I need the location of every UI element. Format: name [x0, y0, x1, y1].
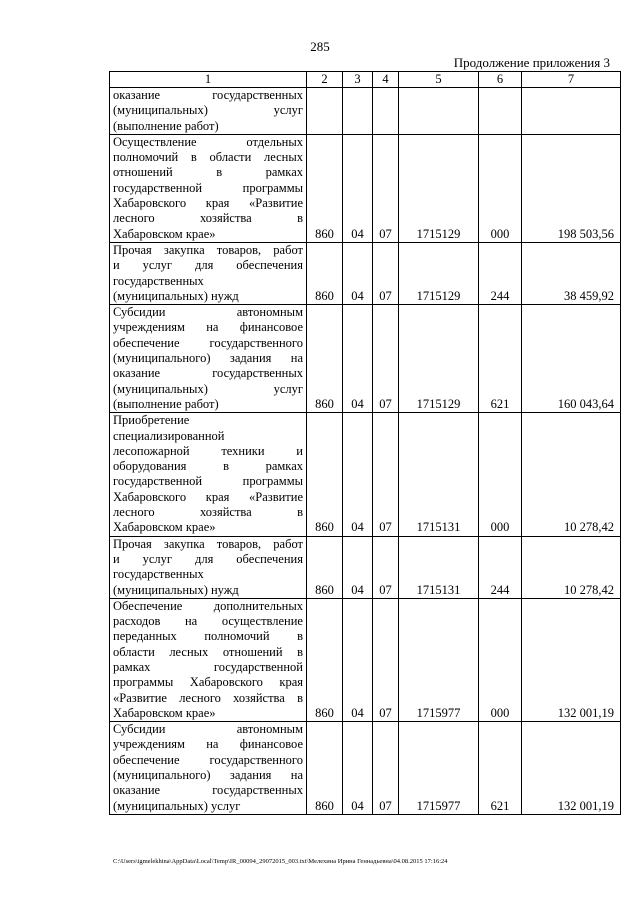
expense-type-code: 621: [479, 722, 522, 815]
expense-type-code: 000: [479, 413, 522, 536]
column-header: 7: [522, 72, 621, 88]
amount-cell: 10 278,42: [522, 413, 621, 536]
target-article-code: 1715131: [399, 413, 479, 536]
description-line: Хабаровского края «Развитие: [113, 196, 303, 211]
description-line: специализированной: [113, 428, 225, 443]
target-article-code: 1715129: [399, 305, 479, 413]
section-code: 04: [343, 305, 373, 413]
subsection-code: 07: [373, 242, 399, 304]
footer-file-path: C:\Users\igmelekhina\AppData\Local\Temp\IR_00094_29072015_003.txt\Мелехина Ирина Геннадьевна\04.08.2015 17:16:24: [113, 858, 448, 865]
description-line: (муниципальных) услуг: [113, 381, 303, 396]
description-line: лесопожарной техники и: [113, 443, 303, 458]
target-article-code: [399, 88, 479, 135]
description-line: Прочая закупка товаров, работ: [113, 536, 303, 551]
ministry-code: 860: [307, 413, 343, 536]
description-line: Хабаровском крае»: [113, 226, 216, 241]
table-row: [110, 88, 621, 135]
section-code: 04: [343, 598, 373, 721]
table-row: [110, 598, 621, 721]
ministry-code: 860: [307, 242, 343, 304]
expense-type-code: [479, 88, 522, 135]
subsection-code: 07: [373, 536, 399, 598]
amount-cell: 132 001,19: [522, 722, 621, 815]
description-line: Субсидии автономным: [113, 305, 303, 320]
ministry-code: 860: [307, 598, 343, 721]
continuation-label: Продолжение приложения 3: [453, 55, 610, 70]
section-code: 04: [343, 242, 373, 304]
amount-cell: 198 503,56: [522, 134, 621, 242]
description-line: (муниципальных) услуг: [113, 798, 241, 813]
description-line: оказание государственных: [113, 88, 303, 102]
column-header: 1: [110, 72, 307, 88]
description-line: области лесных отношений в: [113, 644, 303, 659]
description-line: Субсидии автономным: [113, 722, 303, 737]
description-line: оказание государственных: [113, 366, 303, 381]
description-line: (муниципальных) нужд: [113, 582, 239, 597]
description-line: (выполнение работ): [113, 118, 219, 133]
column-header: 4: [373, 72, 399, 88]
row-description: [110, 413, 307, 536]
description-line: (выполнение работ): [113, 396, 219, 411]
subsection-code: 07: [373, 134, 399, 242]
target-article-code: 1715977: [399, 722, 479, 815]
target-article-code: 1715131: [399, 536, 479, 598]
description-line: лесного хозяйства в: [113, 505, 303, 520]
table-row: [110, 305, 621, 413]
amount-cell: 38 459,92: [522, 242, 621, 304]
ministry-code: 860: [307, 305, 343, 413]
table-header-row: [110, 72, 621, 88]
description-line: (муниципальных) нужд: [113, 288, 239, 303]
description-line: учреждениям на финансовое: [113, 737, 303, 752]
row-description: [110, 88, 307, 135]
description-line: Прочая закупка товаров, работ: [113, 242, 303, 257]
row-description: [110, 598, 307, 721]
description-line: оказание государственных: [113, 783, 303, 798]
description-line: Хабаровском крае»: [113, 705, 216, 720]
table-row: [110, 722, 621, 815]
subsection-code: 07: [373, 722, 399, 815]
subsection-code: 07: [373, 413, 399, 536]
target-article-code: 1715129: [399, 242, 479, 304]
description-line: и услуг для обеспечения: [113, 258, 303, 273]
column-header: 3: [343, 72, 373, 88]
expense-type-code: 244: [479, 242, 522, 304]
description-line: рамках государственной: [113, 659, 303, 674]
ministry-code: 860: [307, 134, 343, 242]
description-line: Хабаровском крае»: [113, 520, 216, 535]
description-line: государственных: [113, 273, 204, 288]
row-description: [110, 242, 307, 304]
ministry-code: [307, 88, 343, 135]
table-row: [110, 242, 621, 304]
row-description: [110, 305, 307, 413]
description-line: расходов на осуществление: [113, 614, 303, 629]
expense-type-code: 244: [479, 536, 522, 598]
section-code: 04: [343, 722, 373, 815]
section-code: 04: [343, 413, 373, 536]
section-code: [343, 88, 373, 135]
target-article-code: 1715977: [399, 598, 479, 721]
subsection-code: 07: [373, 305, 399, 413]
ministry-code: 860: [307, 536, 343, 598]
description-line: переданных полномочий в: [113, 629, 303, 644]
description-line: отношений в рамках: [113, 165, 303, 180]
expense-type-code: 000: [479, 598, 522, 721]
description-line: учреждениям на финансовое: [113, 320, 303, 335]
column-header: 5: [399, 72, 479, 88]
budget-table: [109, 71, 621, 815]
target-article-code: 1715129: [399, 134, 479, 242]
description-line: лесного хозяйства в: [113, 211, 303, 226]
description-line: Обеспечение дополнительных: [113, 598, 303, 613]
description-line: государственной программы: [113, 180, 303, 195]
amount-cell: 132 001,19: [522, 598, 621, 721]
column-header: 6: [479, 72, 522, 88]
table-body: [110, 88, 621, 815]
description-line: (муниципального) задания на: [113, 768, 303, 783]
table-row: [110, 413, 621, 536]
description-line: (муниципального) задания на: [113, 351, 303, 366]
description-line: государственной программы: [113, 474, 303, 489]
row-description: [110, 722, 307, 815]
row-description: [110, 134, 307, 242]
description-line: полномочий в области лесных: [113, 150, 303, 165]
description-line: Приобретение: [113, 413, 190, 428]
ministry-code: 860: [307, 722, 343, 815]
amount-cell: 10 278,42: [522, 536, 621, 598]
row-description: [110, 536, 307, 598]
subsection-code: 07: [373, 598, 399, 721]
description-line: (муниципальных) услуг: [113, 103, 303, 118]
description-line: и услуг для обеспечения: [113, 551, 303, 566]
amount-cell: 160 043,64: [522, 305, 621, 413]
description-line: обеспечение государственного: [113, 335, 303, 350]
description-line: оборудования в рамках: [113, 459, 303, 474]
expense-type-code: 621: [479, 305, 522, 413]
description-line: Осуществление отдельных: [113, 134, 303, 149]
page-number: 285: [310, 39, 330, 54]
section-code: 04: [343, 536, 373, 598]
table-row: [110, 134, 621, 242]
amount-cell: [522, 88, 621, 135]
section-code: 04: [343, 134, 373, 242]
description-line: Хабаровского края «Развитие: [113, 489, 303, 504]
expense-type-code: 000: [479, 134, 522, 242]
table-row: [110, 536, 621, 598]
description-line: государственных: [113, 567, 204, 582]
description-line: обеспечение государственного: [113, 752, 303, 767]
description-line: программы Хабаровского края: [113, 675, 303, 690]
column-header: 2: [307, 72, 343, 88]
subsection-code: [373, 88, 399, 135]
description-line: «Развитие лесного хозяйства в: [113, 690, 303, 705]
